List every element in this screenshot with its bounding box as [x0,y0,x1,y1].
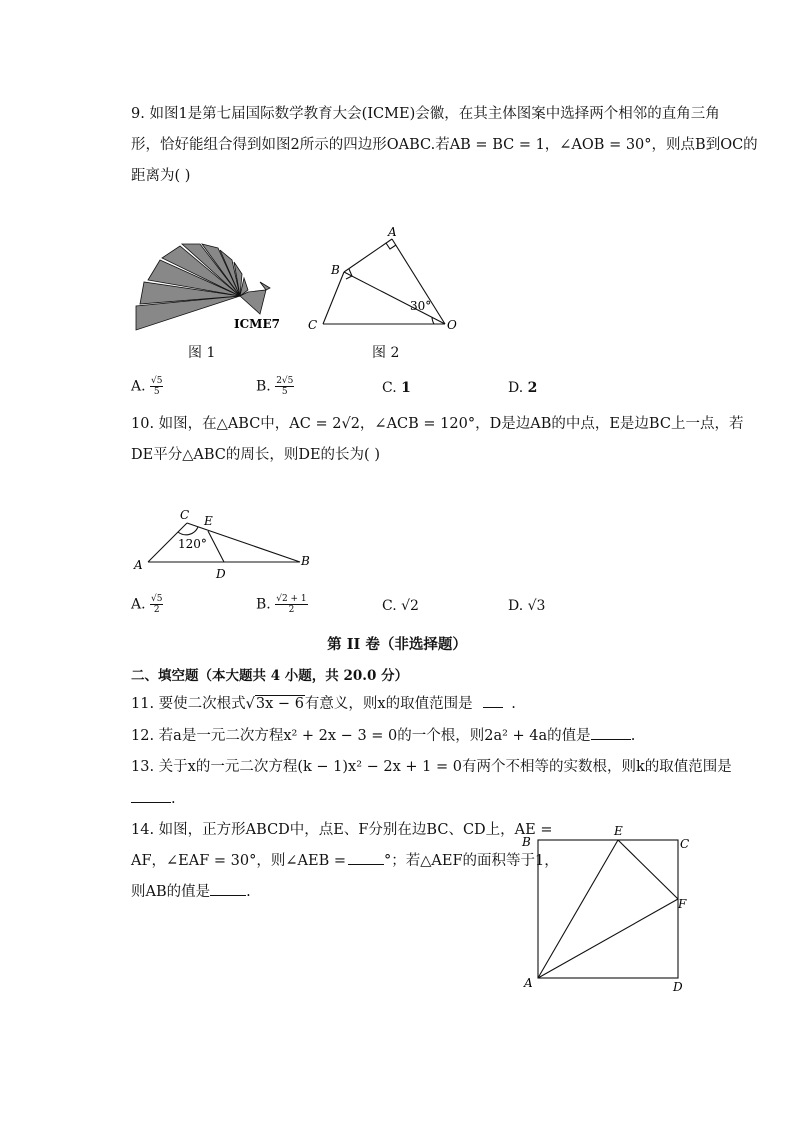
q10-angle-label: 120° [178,537,207,551]
q14-label-f: F [678,897,687,911]
q11-radicand: 3x − 6 [255,696,304,712]
fig2-angle-label: 30° [410,299,432,313]
option-letter: D. [508,598,524,614]
q14-line-3 [131,882,251,902]
q12-text: 12. 若a是一元二次方程x² + 2x − 3 = 0的一个根，则2a² + 4a的值是 [131,728,591,744]
section-2-heading: 二、填空题（本大题共 4 小题，共 20.0 分） [131,668,409,684]
q14-text-b: °；若△AEF的面积等于1， [384,853,559,869]
option-letter: A. [131,596,146,613]
q10-option-d[interactable] [508,598,545,614]
option-letter: D. [508,380,524,396]
q10-option-c[interactable] [382,598,419,614]
option-value: 1 [401,380,411,396]
q14-figure-square [515,820,695,1000]
figure-1-icme-emblem [130,238,290,338]
q13-line-2 [131,789,176,809]
q14-label-c: C [680,837,690,851]
q12-period: . [630,728,636,744]
q14-text-c: 则AB的值是 [131,884,211,900]
option-value: √3 [527,598,546,614]
q9-line-3: 距离为( ) [131,168,191,184]
q11-period: . [511,696,516,712]
q9-option-b[interactable] [256,376,294,397]
q12-answer-blank[interactable] [591,727,631,740]
q10-label-d: D [216,567,226,581]
q14-label-d: D [673,980,683,994]
q14-ab-blank[interactable] [210,883,246,896]
fig2-label-b: B [331,263,340,277]
q11-text-post: 有意义，则x的取值范围是 [304,696,473,712]
q14-period: . [246,884,251,900]
q9-option-d[interactable] [508,380,537,396]
option-value: 2 [527,380,538,396]
option-value: √2 [401,598,419,614]
q14-label-e: E [614,824,623,838]
sqrt-sign: √ [245,696,255,712]
q9-option-c[interactable] [382,380,411,396]
figure-1-caption: 图 1 [188,345,216,361]
q14-label-b: B [522,835,531,849]
q14-line-2 [131,851,559,871]
fig2-label-a: A [388,225,397,239]
part-2-title: 第 II 卷（非选择题） [327,636,467,653]
q10-option-b[interactable] [256,594,308,615]
figure-2-quadrilateral [300,222,470,337]
q14-text-a: AF，∠EAF = 30°，则∠AEB = [131,853,346,869]
q13-period: . [171,791,176,807]
q14-label-a: A [524,976,533,990]
q14-line-1: 14. 如图，正方形ABCD中，点E、F分别在边BC、CD上，AE = [131,822,553,838]
fig2-label-c: C [308,318,318,332]
q10-option-a[interactable] [131,594,163,615]
q10-label-a: A [134,558,143,572]
q9-line-2: 形，恰好能组合得到如图2所示的四边形OABC.若AB = BC = 1，∠AOB = 30°，则点B到OC的 [131,137,758,153]
q11-text-pre: 11. 要使二次根式 [131,696,246,712]
fig2-label-o: O [447,318,457,332]
q10-figure-triangle [130,505,325,585]
q9-option-a[interactable] [131,376,163,397]
q14-angle-blank[interactable] [348,852,384,865]
option-letter: C. [382,598,397,614]
option-letter: C. [382,380,397,396]
figure-2-caption: 图 2 [372,345,400,361]
q11-line [131,694,516,714]
q10-line-1: 10. 如图，在△ABC中，AC = 2√2，∠ACB = 120°，D是边AB的中点，E是边BC上一点，若 [131,416,744,432]
q9-line-1: 9. 如图1是第七届国际数学教育大会(ICME)会徽，在其主体图案中选择两个相邻的直角三角 [131,106,720,122]
fraction: $\frac{√2 + 1}{2}$ [276,594,307,615]
q13-answer-blank[interactable] [131,790,171,803]
option-letter: B. [256,378,271,395]
fraction: $\frac{2√5}{5}$ [276,376,294,397]
q10-label-e: E [204,514,213,528]
q10-label-b: B [301,554,310,568]
fraction: $\frac{√5}{5}$ [151,376,163,397]
option-letter: A. [131,378,146,395]
icme7-text: ICME7 [234,317,280,331]
option-letter: B. [256,596,271,613]
q10-label-c: C [180,508,190,522]
q12-line [131,726,635,746]
fraction: $\frac{√5}{2}$ [151,594,163,615]
q10-line-2: DE平分△ABC的周长，则DE的长为( ) [131,447,380,463]
q13-line-1: 13. 关于x的一元二次方程(k − 1)x² − 2x + 1 = 0有两个不相等的实数根，则k的取值范围是 [131,759,732,775]
q11-answer-blank[interactable] [483,695,503,708]
